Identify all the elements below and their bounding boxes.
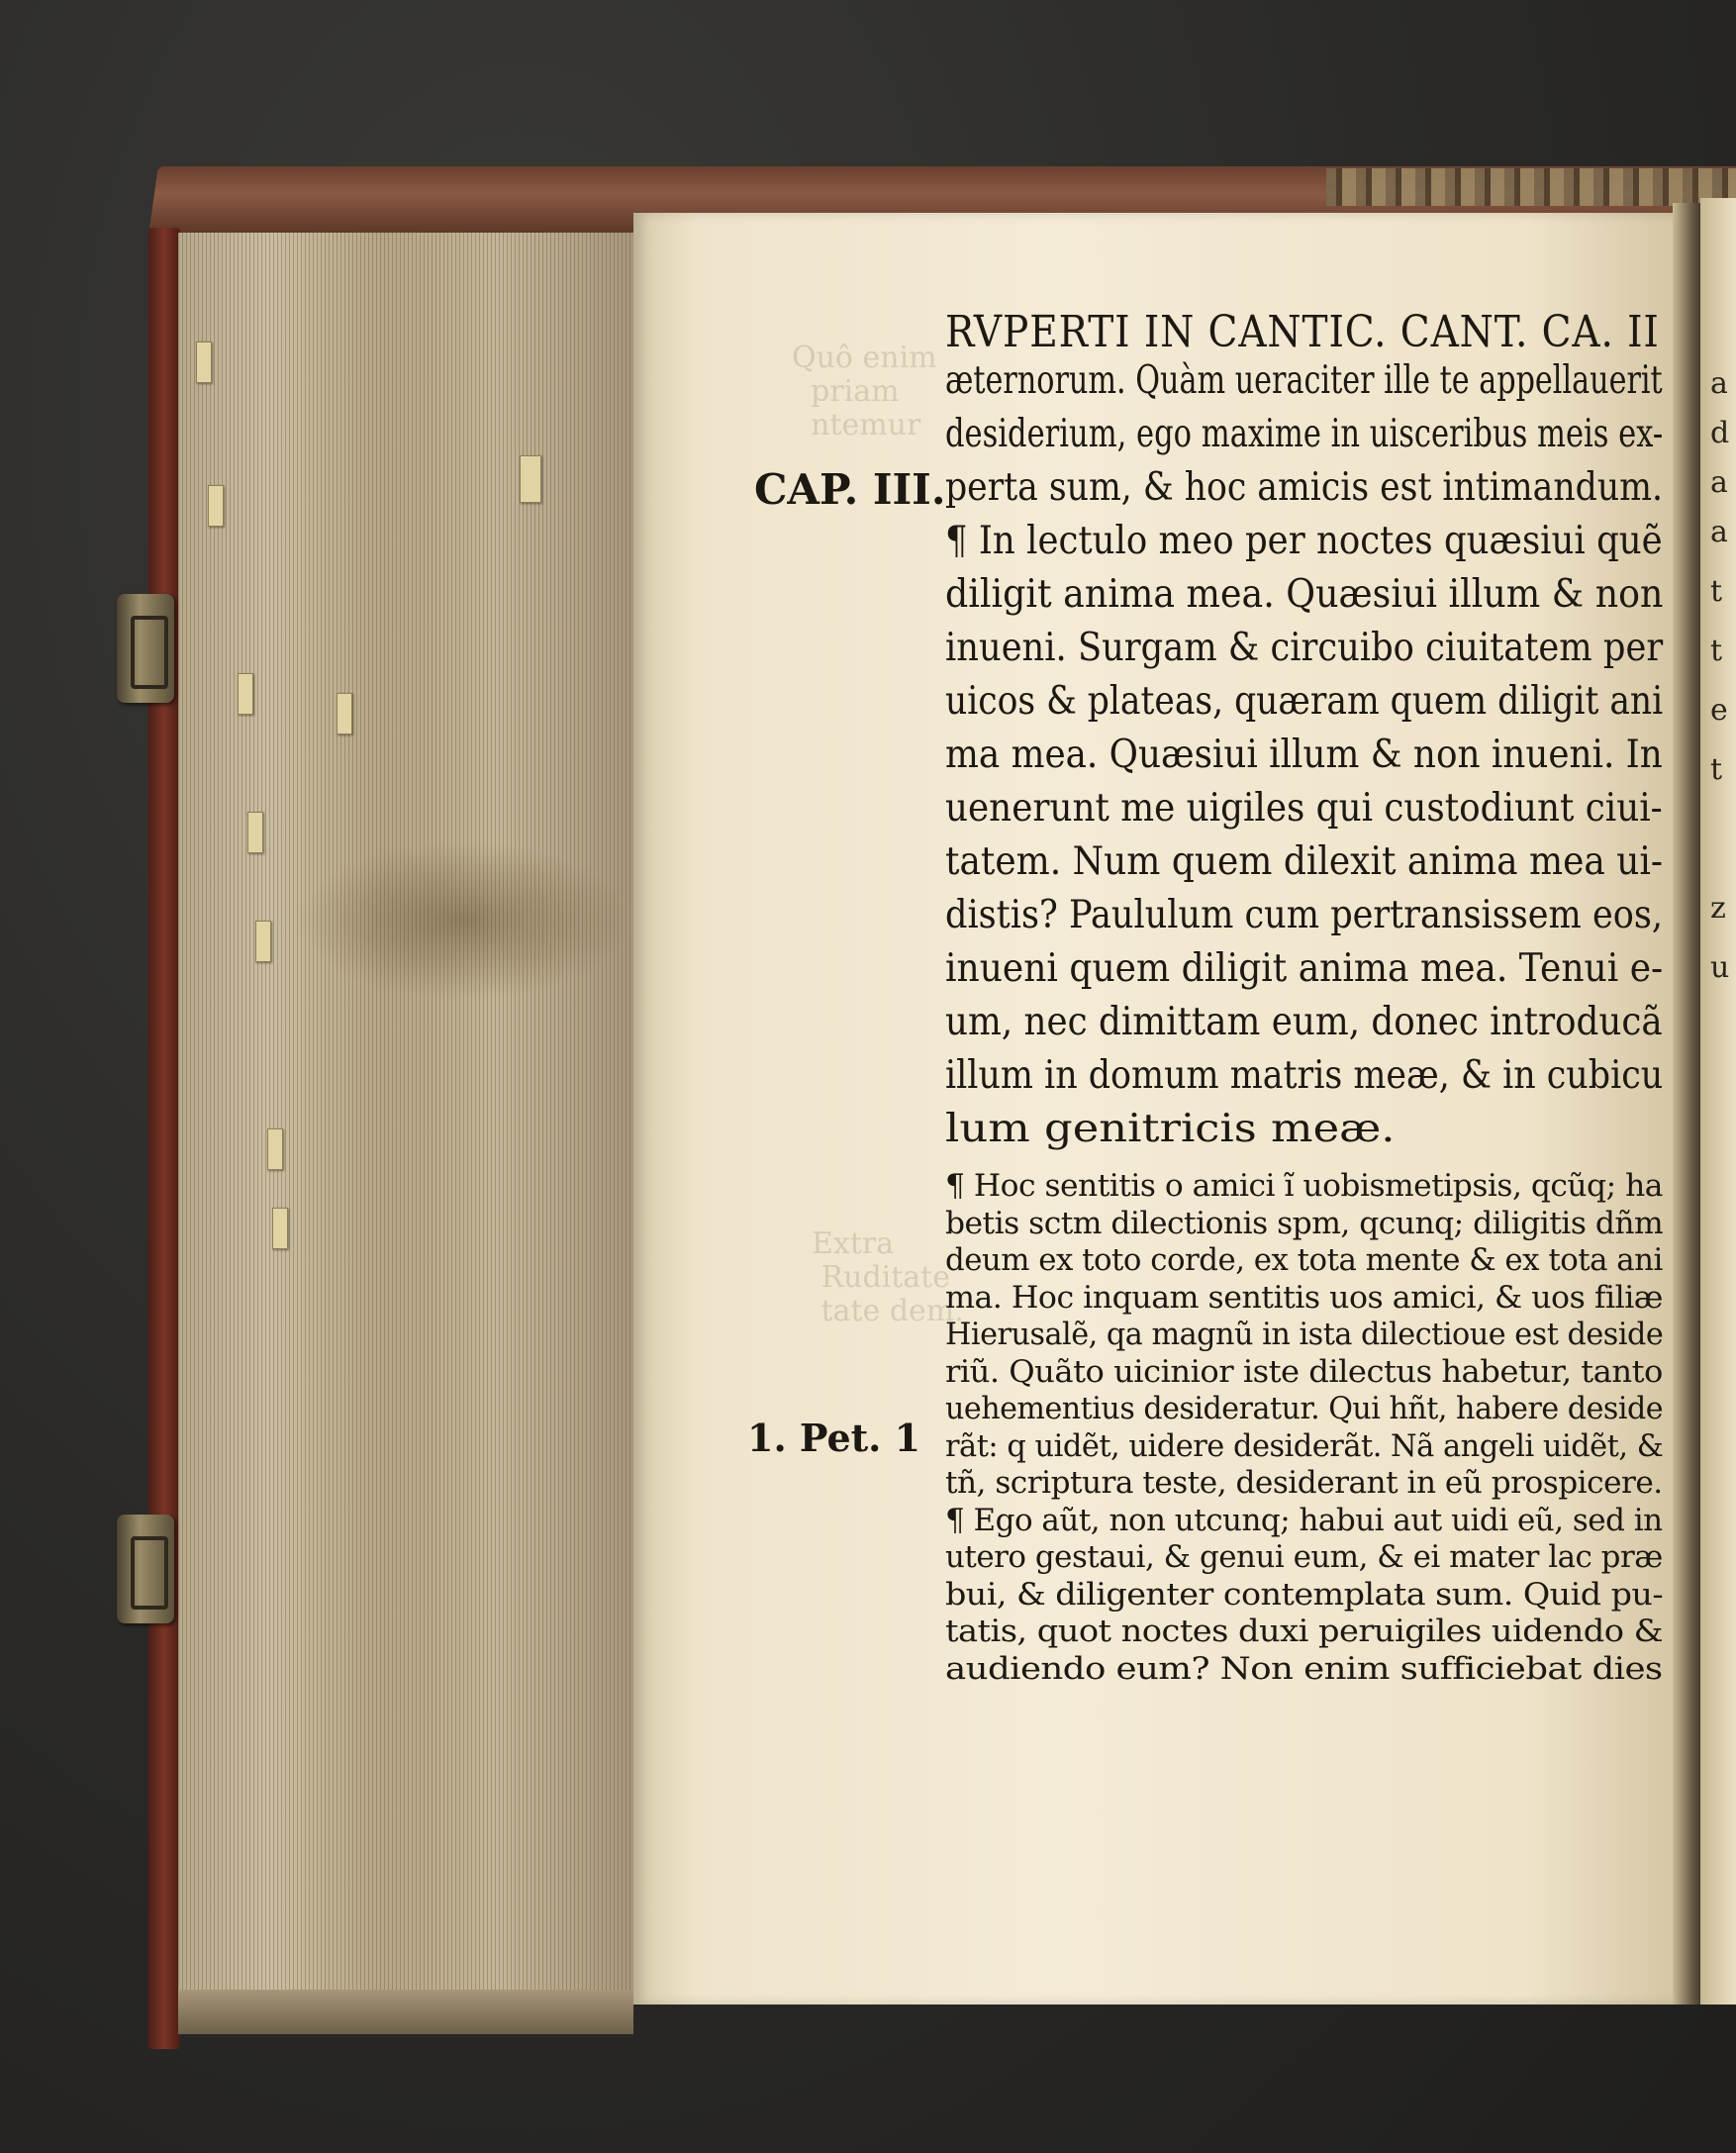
show-through-text: Extra Ruditate tate dem. xyxy=(812,1226,964,1328)
text-line: desiderium, ego maxime in uisceribus meis ex- xyxy=(945,412,1664,456)
facing-page-glyph: a xyxy=(1710,465,1728,500)
facing-page-glyph: e xyxy=(1710,693,1728,728)
clasp-lower[interactable] xyxy=(117,1515,174,1623)
text-line: betis sctm dilectionis spm, qcunq; diligitis dñm xyxy=(945,1205,1664,1241)
page-tab[interactable] xyxy=(238,673,253,715)
facing-page-glyph: u xyxy=(1710,950,1730,985)
text-line: ¶ Ego aũt, non utcunq; habui aut uidi eũ, sed in xyxy=(945,1502,1663,1538)
text-line: tñ, scriptura teste, desiderant in eũ prospicere. xyxy=(945,1465,1663,1501)
text-line: illum in domum matris meæ, & in cubicu xyxy=(945,1053,1664,1098)
text-line: utero gestaui, & genui eum, & ei mater lac præ xyxy=(945,1539,1663,1575)
text-line: perta sum, & hoc amicis est intimandum. xyxy=(945,465,1664,510)
running-head: RVPERTI IN CANTIC. CANT. CA. II xyxy=(945,307,1660,357)
page-block-bottom xyxy=(178,1990,633,2034)
text-line: distis? Paululum cum pertransissem eos, xyxy=(945,893,1663,937)
text-line: tatis, quot noctes duxi peruigiles uidendo & xyxy=(945,1614,1663,1649)
text-line: uicos & plateas, quæram quem diligit ani xyxy=(945,679,1664,724)
text-line: ¶ In lectulo meo per noctes quæsiui quẽ xyxy=(945,519,1663,563)
text-line: ma. Hoc inquam sentitis uos amici, & uos filiæ xyxy=(945,1279,1664,1316)
page-tab[interactable] xyxy=(272,1208,288,1249)
page-tab[interactable] xyxy=(247,812,263,853)
text-line: uenerunt me uigiles qui custodiunt ciui- xyxy=(945,786,1663,831)
text-line: audiendo eum? Non enim sufficiebat dies xyxy=(945,1650,1663,1687)
page-tab[interactable] xyxy=(208,485,224,527)
headband-ornament xyxy=(1326,168,1736,206)
text-line: tatem. Num quem dilexit anima mea ui- xyxy=(945,839,1664,884)
page-tab[interactable] xyxy=(520,455,541,503)
page-tab[interactable] xyxy=(267,1128,283,1170)
text-line: inueni quem diligit anima mea. Tenui e- xyxy=(945,946,1664,991)
text-line: um, nec dimittam eum, donec introducã xyxy=(945,1000,1663,1044)
page-block-fore-edge xyxy=(178,233,633,2005)
fore-edge-inscription-stain xyxy=(297,841,633,1000)
facing-page-glyph: t xyxy=(1710,752,1723,787)
facing-page-glyph: a xyxy=(1710,515,1728,549)
text-line: Hierusalẽ, qa magnũ in ista dilectioue est deside xyxy=(945,1317,1664,1352)
facing-page-glyph: d xyxy=(1710,416,1730,450)
facing-page-glyph: a xyxy=(1710,366,1728,401)
text-line: inueni. Surgam & circuibo ciuitatem per xyxy=(945,626,1664,670)
page-tab[interactable] xyxy=(196,342,212,383)
facing-page-glyph: t xyxy=(1710,574,1723,609)
text-line: rãt: q uidẽt, uidere desiderãt. Nã angeli uidẽt, & xyxy=(945,1427,1664,1464)
text-line: æternorum. Quàm ueraciter ille te appellauerit xyxy=(945,358,1663,403)
text-line: diligit anima mea. Quæsiui illum & non xyxy=(945,572,1664,617)
text-line: deum ex toto corde, ex tota mente & ex tota ani xyxy=(945,1242,1663,1278)
text-line: riũ. Quãto uicinior iste dilectus habetur, tanto xyxy=(945,1353,1663,1390)
text-line: ma mea. Quæsiui illum & non inueni. In xyxy=(945,733,1663,777)
facing-page-glyph: t xyxy=(1710,634,1723,668)
text-line: bui, & diligenter contemplata sum. Quid pu- xyxy=(945,1576,1664,1613)
leather-cover-edge xyxy=(148,228,180,2049)
show-through-text: Quô enim priam ntemur xyxy=(792,341,937,442)
text-line: ¶ Hoc sentitis o amici ĩ uobismetipsis, qcũq; ha xyxy=(945,1168,1663,1204)
margin-citation: 1. Pet. 1 xyxy=(747,1416,921,1460)
chapter-marker: CAP. III. xyxy=(754,465,946,514)
facing-page-glyph: z xyxy=(1710,891,1726,926)
gutter-shadow xyxy=(1673,203,1702,2005)
text-line: uehementius desideratur. Qui hñt, habere deside xyxy=(945,1391,1664,1426)
clasp-upper[interactable] xyxy=(117,594,174,703)
page-tab[interactable] xyxy=(255,921,271,962)
page-tab[interactable] xyxy=(337,693,352,734)
text-line: lum genitricis meæ. xyxy=(945,1107,1396,1151)
